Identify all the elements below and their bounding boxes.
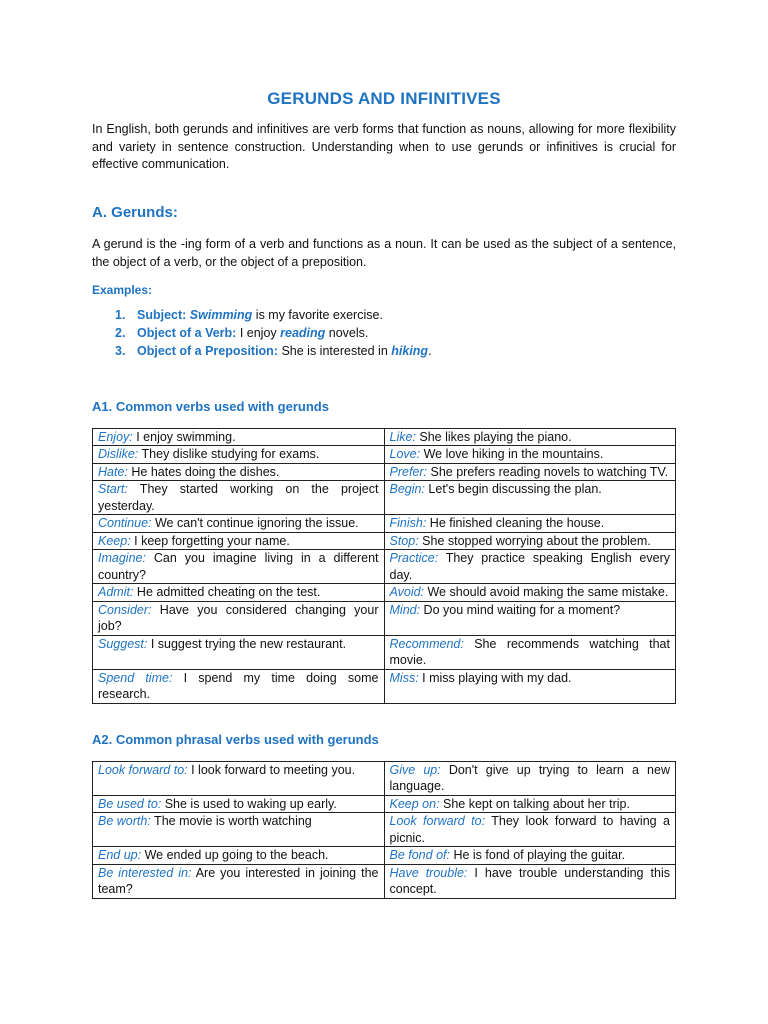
verb-term: Dislike: — [98, 447, 139, 461]
table-cell — [384, 481, 676, 515]
table-cell — [384, 761, 676, 795]
table-row — [93, 795, 676, 813]
table-cell — [384, 864, 676, 898]
table-cell — [384, 601, 676, 635]
verb-example: She stopped worrying about the problem. — [418, 533, 651, 548]
table-cell — [93, 795, 385, 813]
table-row — [93, 463, 676, 481]
verb-term: Finish: — [389, 516, 427, 530]
verb-term: Start: — [98, 482, 128, 496]
verb-term: Like: — [389, 429, 416, 444]
verb-term: Be fond of: — [389, 848, 450, 862]
phrasal-verbs-table-body — [93, 761, 676, 898]
verb-example: He hates doing the dishes. — [127, 464, 280, 479]
table-row — [93, 669, 676, 703]
verb-example: They practice speaking English every day. — [389, 551, 670, 582]
verb-example: I look forward to meeting you. — [187, 762, 356, 777]
table-cell — [93, 481, 385, 515]
verb-term: Hate: — [98, 464, 128, 479]
examples-label: Examples: — [92, 282, 153, 297]
verb-term: Enjoy: — [98, 429, 133, 444]
verb-example: Don't give up trying to learn a new language. — [389, 762, 670, 793]
verb-example: I miss playing with my dad. — [418, 670, 572, 685]
table-cell — [384, 463, 676, 481]
common-verbs-table — [92, 428, 676, 704]
table-cell — [384, 795, 676, 813]
example-text-pre: I enjoy — [236, 325, 281, 340]
table-row — [93, 515, 676, 533]
verb-example: Let's begin discussing the plan. — [424, 482, 602, 496]
verb-term: Love: — [389, 447, 421, 461]
table-row — [93, 813, 676, 847]
example-number: 2. — [115, 325, 126, 340]
example-label: Subject: — [137, 307, 187, 322]
verb-example: She is used to waking up early. — [161, 796, 337, 811]
table-row — [93, 864, 676, 898]
example-text-post: . — [428, 343, 432, 358]
example-text-post: is my favorite exercise. — [252, 307, 383, 322]
verb-term: Miss: — [389, 670, 419, 685]
example-item — [115, 324, 676, 342]
verb-example: We ended up going to the beach. — [141, 848, 329, 862]
verb-example: He admitted cheating on the test. — [133, 585, 321, 599]
table-row — [93, 584, 676, 602]
verb-example: They dislike studying for exams. — [138, 447, 320, 461]
verb-example: I keep forgetting your name. — [130, 533, 290, 548]
phrasal-verbs-heading: A2. Common phrasal verbs used with gerunds — [92, 731, 379, 747]
intro-paragraph: In English, both gerunds and infinitives are verb forms that function as nouns, allowing for more flexibility and variety in sentence construction. Understanding when to use gerunds or infinitives is crucial for effective communication. — [92, 122, 676, 171]
phrasal-verbs-table — [92, 761, 676, 899]
verb-example: They started working on the project yesterday. — [98, 482, 379, 513]
verb-example: Can you imagine living in a different country? — [98, 551, 379, 582]
table-cell — [93, 446, 385, 464]
table-cell — [384, 669, 676, 703]
verb-example: They look forward to having a picnic. — [389, 814, 670, 845]
verb-term: Keep on: — [389, 796, 440, 811]
example-label: Object of a Preposition: — [137, 343, 278, 358]
example-highlight: Swimming — [189, 307, 253, 322]
verb-example: We love hiking in the mountains. — [420, 447, 604, 461]
verb-example: Have you considered changing your job? — [98, 602, 379, 633]
table-cell — [93, 515, 385, 533]
common-verbs-heading: A1. Common verbs used with gerunds — [92, 398, 329, 414]
verb-term: Look forward to: — [98, 762, 188, 777]
table-cell — [384, 584, 676, 602]
verb-example: Are you interested in joining the team? — [98, 865, 379, 896]
verb-example: He finished cleaning the house. — [426, 516, 605, 530]
verb-example: The movie is worth watching — [150, 814, 312, 828]
table-row — [93, 550, 676, 584]
example-number: 3. — [115, 343, 126, 358]
example-highlight: reading — [280, 325, 326, 340]
verb-term: Be interested in: — [98, 865, 192, 880]
table-row — [93, 601, 676, 635]
table-cell — [384, 515, 676, 533]
table-cell — [93, 601, 385, 635]
page-title: GERUNDS AND INFINITIVES — [267, 89, 501, 108]
verb-term: Spend time: — [98, 670, 173, 685]
table-row — [93, 532, 676, 550]
verb-term: Practice: — [389, 551, 439, 565]
table-row — [93, 446, 676, 464]
table-cell — [384, 532, 676, 550]
gerunds-description: A gerund is the -ing form of a verb and functions as a noun. It can be used as the subject of a sentence, the object of a verb, or the object of a preposition. — [92, 236, 676, 269]
example-text-pre: She is interested in — [278, 343, 392, 358]
verb-example: Do you mind waiting for a moment? — [420, 602, 621, 617]
example-text-post: novels. — [325, 325, 369, 340]
verb-term: Recommend: — [389, 636, 464, 651]
common-verbs-table-body — [93, 428, 676, 703]
table-cell — [384, 446, 676, 464]
table-cell — [384, 813, 676, 847]
table-cell — [384, 550, 676, 584]
table-row — [93, 635, 676, 669]
verb-example: He is fond of playing the guitar. — [449, 848, 626, 862]
table-cell — [93, 428, 385, 446]
table-cell — [384, 428, 676, 446]
table-row — [93, 847, 676, 865]
table-row — [93, 761, 676, 795]
verb-term: End up: — [98, 848, 142, 862]
verb-term: Be used to: — [98, 796, 162, 811]
table-cell — [93, 669, 385, 703]
verb-term: Avoid: — [389, 585, 425, 599]
verb-example: We can't continue ignoring the issue. — [151, 516, 359, 530]
verb-term: Stop: — [389, 533, 419, 548]
table-cell — [93, 463, 385, 481]
example-item — [115, 306, 676, 324]
verb-term: Give up: — [389, 762, 441, 777]
verb-example: She kept on talking about her trip. — [439, 796, 630, 811]
verb-term: Keep: — [98, 533, 131, 548]
table-cell — [93, 635, 385, 669]
examples-list — [92, 306, 676, 360]
verb-term: Admit: — [98, 585, 134, 599]
verb-example: We should avoid making the same mistake. — [424, 585, 669, 599]
table-cell — [93, 864, 385, 898]
verb-term: Have trouble: — [389, 865, 468, 880]
verb-term: Be worth: — [98, 814, 151, 828]
verb-example: I suggest trying the new restaurant. — [147, 636, 347, 651]
table-cell — [93, 584, 385, 602]
example-label: Object of a Verb: — [137, 325, 237, 340]
table-row — [93, 481, 676, 515]
verb-term: Mind: — [389, 602, 421, 617]
table-cell — [93, 847, 385, 865]
table-cell — [93, 532, 385, 550]
verb-example: I enjoy swimming. — [132, 429, 236, 444]
verb-example: She likes playing the piano. — [415, 429, 572, 444]
table-cell — [93, 550, 385, 584]
table-cell — [384, 847, 676, 865]
example-highlight: hiking — [391, 343, 429, 358]
table-cell — [93, 761, 385, 795]
gerunds-heading: A. Gerunds: — [92, 203, 178, 221]
verb-term: Suggest: — [98, 636, 148, 651]
example-number: 1. — [115, 307, 126, 322]
verb-example: I spend my time doing some research. — [98, 670, 379, 701]
verb-example: I have trouble understanding this concept. — [389, 865, 670, 896]
verb-example: She recommends watching that movie. — [389, 636, 670, 667]
verb-term: Imagine: — [98, 551, 146, 565]
table-cell — [384, 635, 676, 669]
verb-term: Begin: — [389, 482, 425, 496]
verb-example: She prefers reading novels to watching TV. — [427, 464, 669, 479]
example-item — [115, 342, 676, 360]
table-row — [93, 428, 676, 446]
table-cell — [93, 813, 385, 847]
verb-term: Prefer: — [389, 464, 428, 479]
verb-term: Continue: — [98, 516, 152, 530]
verb-term: Consider: — [98, 602, 152, 617]
verb-term: Look forward to: — [389, 814, 486, 828]
